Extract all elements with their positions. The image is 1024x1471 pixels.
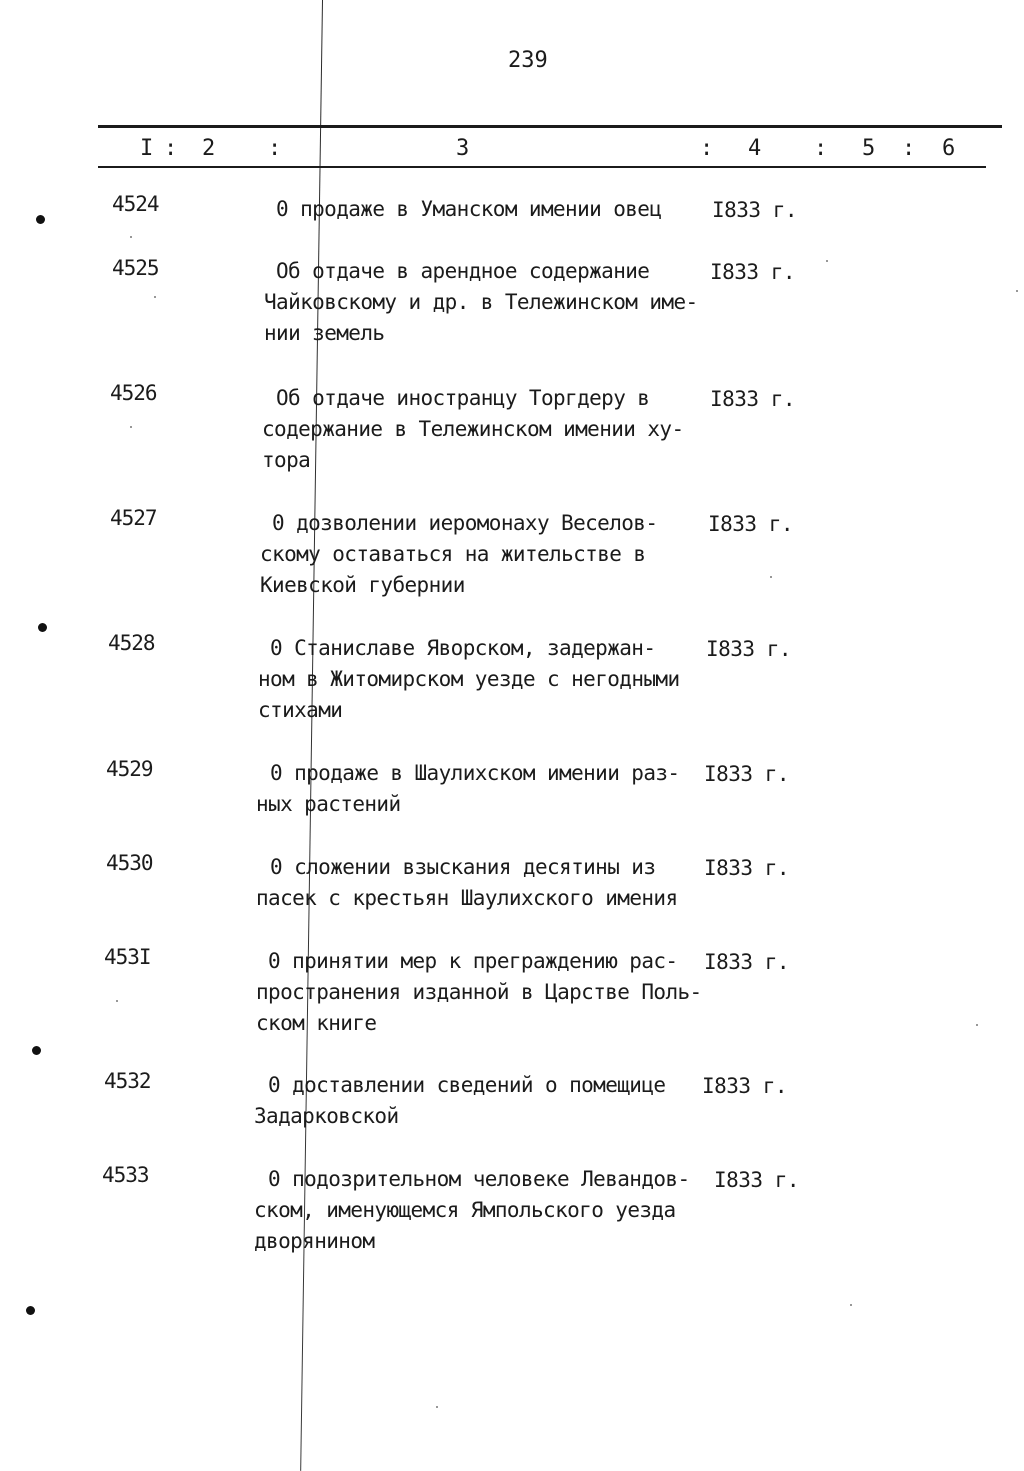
- binding-hole-mark: [36, 215, 45, 224]
- entry-description-line: Об отдаче в арендное содержание: [276, 259, 650, 283]
- column-header-2: 2: [202, 136, 216, 161]
- entry-year: I833 г.: [704, 856, 790, 880]
- entry-description-line: Чайковскому и др. в Тележинском име-: [264, 290, 698, 314]
- entry-description-line: 0 подозрительном человеке Левандов-: [268, 1167, 690, 1191]
- entry-year: I833 г.: [710, 387, 796, 411]
- entry-description-line: ском, именующемся Ямпольского уезда: [254, 1198, 676, 1222]
- scan-speck: [850, 1304, 852, 1306]
- entry-description-line: ных растений: [256, 792, 401, 816]
- entry-number: 453I: [104, 945, 151, 969]
- entry-year: I833 г.: [706, 637, 792, 661]
- column-separator: :: [164, 136, 178, 161]
- entry-number: 4533: [102, 1163, 149, 1187]
- entry-description-line: тора: [262, 448, 311, 472]
- column-header-5: 5: [862, 136, 876, 161]
- column-separator: :: [902, 136, 916, 161]
- column-separator: :: [268, 136, 282, 161]
- entry-description-line: 0 продаже в Шаулихском имении раз-: [270, 761, 680, 785]
- column-separator: :: [700, 136, 714, 161]
- binding-hole-mark: [32, 1046, 41, 1055]
- entry-description-line: ском книге: [256, 1011, 377, 1035]
- entry-year: I833 г.: [702, 1074, 788, 1098]
- entry-number: 4526: [110, 381, 157, 405]
- entry-description-line: скому оставаться на жительстве в: [260, 542, 646, 566]
- entry-number: 4532: [104, 1069, 151, 1093]
- header-bottom-rule: [98, 166, 986, 168]
- scan-speck: [826, 260, 828, 262]
- entry-description-line: ном в Житомирском уезде с негодными: [258, 667, 680, 691]
- entry-description-line: 0 продаже в Уманском имении овец: [276, 197, 662, 221]
- scan-speck: [154, 296, 156, 298]
- column-header-4: 4: [748, 136, 762, 161]
- entry-description-line: пространения изданной в Царстве Поль-: [256, 980, 702, 1004]
- entry-description-line: Об отдаче иностранцу Торгдеру в: [276, 386, 650, 410]
- entry-description-line: 0 дозволении иеромонаху Веселов-: [272, 511, 658, 535]
- entry-year: I833 г.: [704, 950, 790, 974]
- entry-description-line: 0 Станиславе Яворском, задержан-: [270, 636, 656, 660]
- column-header-6: 6: [942, 136, 956, 161]
- scan-speck: [976, 1024, 978, 1026]
- column-header-3: 3: [456, 136, 470, 161]
- entry-description-line: 0 принятии мер к преграждению рас-: [268, 949, 678, 973]
- entry-number: 4524: [112, 192, 159, 216]
- entry-description-line: Киевской губернии: [260, 573, 465, 597]
- scan-speck: [436, 1406, 438, 1408]
- entry-number: 4527: [110, 506, 157, 530]
- entry-number: 4530: [106, 851, 153, 875]
- scan-speck: [1016, 290, 1018, 292]
- entry-description-line: стихами: [258, 698, 343, 722]
- binding-hole-mark: [26, 1306, 35, 1315]
- entry-year: I833 г.: [708, 512, 794, 536]
- entry-number: 4525: [112, 256, 159, 280]
- entry-year: I833 г.: [710, 260, 796, 284]
- binding-hole-mark: [38, 623, 47, 632]
- entry-description-line: нии земель: [264, 321, 385, 345]
- entry-number: 4529: [106, 757, 153, 781]
- entry-description-line: Задарковской: [254, 1104, 399, 1128]
- entry-description-line: 0 доставлении сведений о помещице: [268, 1073, 666, 1097]
- scan-speck: [130, 426, 132, 428]
- entry-year: I833 г.: [712, 198, 798, 222]
- header-top-rule: [98, 125, 1002, 128]
- scan-speck: [770, 576, 772, 578]
- entry-description-line: дворянином: [254, 1229, 375, 1253]
- column-separator: :: [814, 136, 828, 161]
- entry-number: 4528: [108, 631, 155, 655]
- page-number: 239: [508, 48, 548, 73]
- entry-description-line: 0 сложении взыскания десятины из: [270, 855, 656, 879]
- entry-year: I833 г.: [704, 762, 790, 786]
- scan-speck: [116, 1000, 118, 1002]
- scan-speck: [130, 236, 132, 238]
- column-header-1: I: [140, 136, 154, 161]
- entry-year: I833 г.: [714, 1168, 800, 1192]
- entry-description-line: пасек с крестьян Шаулихского имения: [256, 886, 678, 910]
- entry-description-line: содержание в Тележинском имении ху-: [262, 417, 684, 441]
